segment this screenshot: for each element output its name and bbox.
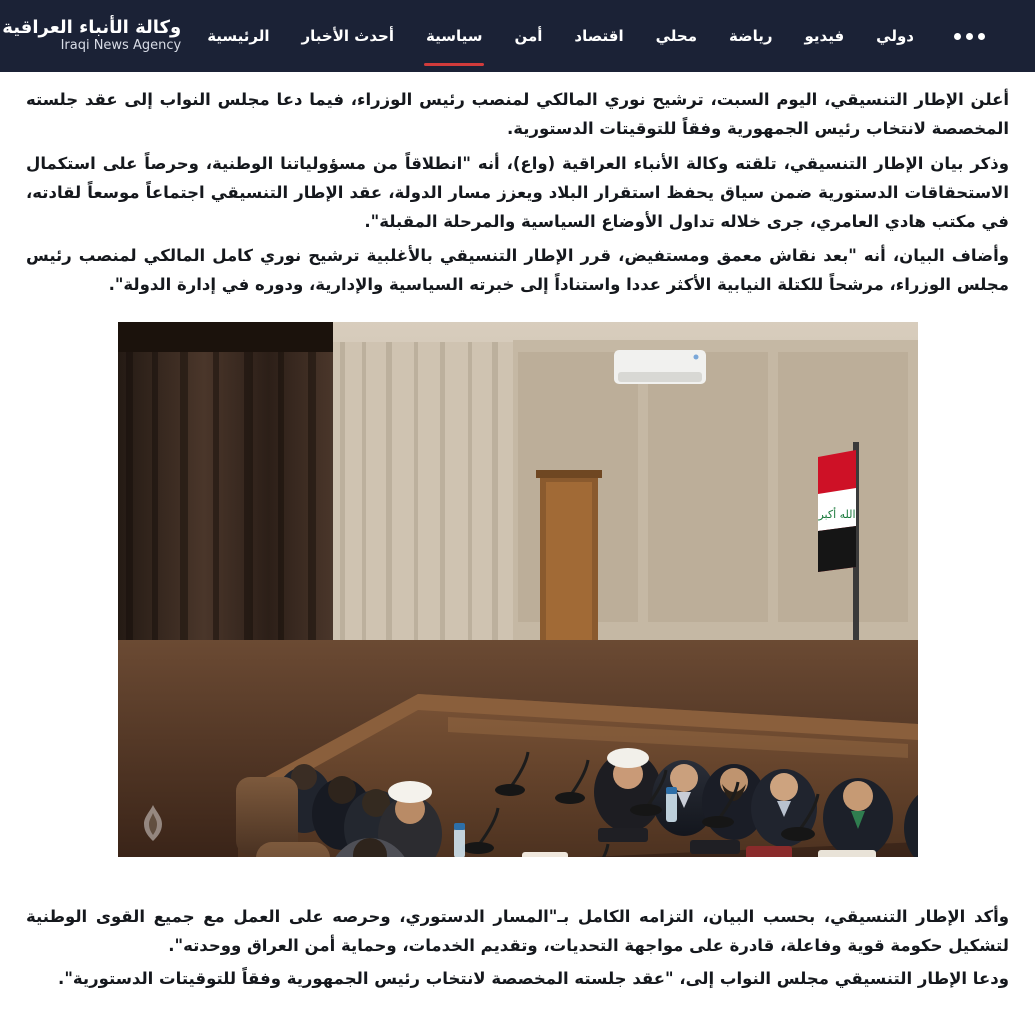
article-paragraph: أعلن الإطار التنسيقي، اليوم السبت، ترشيح نوري المالكي لمنصب رئيس الوزراء، فيما دعا مجلس النواب إلى عقد جلسته المخصصة لانتخاب رئيس الجمهورية وفقاً للتوقيتات الدستورية. — [26, 90, 1009, 138]
nav-item-latest-news[interactable]: أحدث الأخبار — [301, 27, 394, 45]
site-brand[interactable] — [0, 13, 191, 59]
article-paragraph: وذكر بيان الإطار التنسيقي، تلقته وكالة الأنباء العراقية (واع)، أنه "انطلاقاً من مسؤولياتنا الوطنية، وحرصاً على استكمال الاستحقاقات الدستورية ضمن سياق يحفظ استقرار البلاد ويعزز مسار الدولة، عقد الإطار التنسيقي اجتماعاً موسعاً لقادته، في مكتب هادي العامري، جرى خلاله تداول الأوضاع السياسية والمرحلة المقبلة". — [26, 153, 1009, 231]
nav-item-local[interactable]: محلي — [655, 27, 697, 45]
more-dots-icon — [978, 33, 985, 40]
nav-item-video[interactable]: فيديو — [804, 27, 845, 45]
article-paragraph: وأضاف البيان، أنه "بعد نقاش معمق ومستفيض، قرر الإطار التنسيقي بالأغلبية ترشيح نوري كامل المالكي لمنصب رئيس مجلس الوزراء، مرشحاً للكتلة النيابية الأكثر عددا واستناداً إلى خبرته السياسية والإدارية، ودوره في إدارة الدولة". — [26, 246, 1009, 295]
svg-text:الله أكبر: الله أكبر — [817, 508, 856, 522]
more-dots-icon — [966, 33, 973, 40]
nav-item-economy[interactable]: اقتصاد — [574, 27, 624, 45]
article-figure — [118, 322, 918, 857]
article-paragraph: ودعا الإطار التنسيقي مجلس النواب إلى، "عقد جلسته المخصصة لانتخاب رئيس الجمهورية وفقاً للتوقيتات الدستورية". — [58, 968, 1009, 988]
nav-item-security[interactable]: أمن — [514, 27, 543, 45]
article-body-bottom — [0, 891, 1035, 1020]
article-body-top — [0, 72, 1035, 891]
main-navigation — [191, 0, 1017, 72]
nav-item-politics[interactable]: سياسية — [410, 0, 498, 72]
more-menu-button[interactable] — [930, 0, 1007, 72]
article-photo — [118, 322, 918, 857]
brand-text — [2, 18, 181, 54]
site-header — [0, 0, 1035, 72]
more-dots-icon — [954, 33, 961, 40]
nav-item-sports[interactable]: رياضة — [729, 27, 773, 45]
brand-name-arabic: وكالة الأنباء العراقية — [2, 17, 182, 39]
nav-item-international[interactable]: دولي — [876, 27, 914, 45]
article-paragraph: وأكد الإطار التنسيقي، بحسب البيان، التزامه الكامل بـ"المسار الدستوري، وحرصه على العمل مع جميع القوى الوطنية لتشكيل حكومة قوية وفاعلة، قادرة على مواجهة التحديات، وتقديم الخدمات، وحماية أمن العراق ووحدته". — [26, 907, 1009, 955]
flame-watermark-icon — [136, 803, 170, 843]
brand-name-english: Iraqi News Agency — [60, 37, 182, 53]
nav-item-home[interactable]: الرئيسية — [207, 27, 270, 45]
